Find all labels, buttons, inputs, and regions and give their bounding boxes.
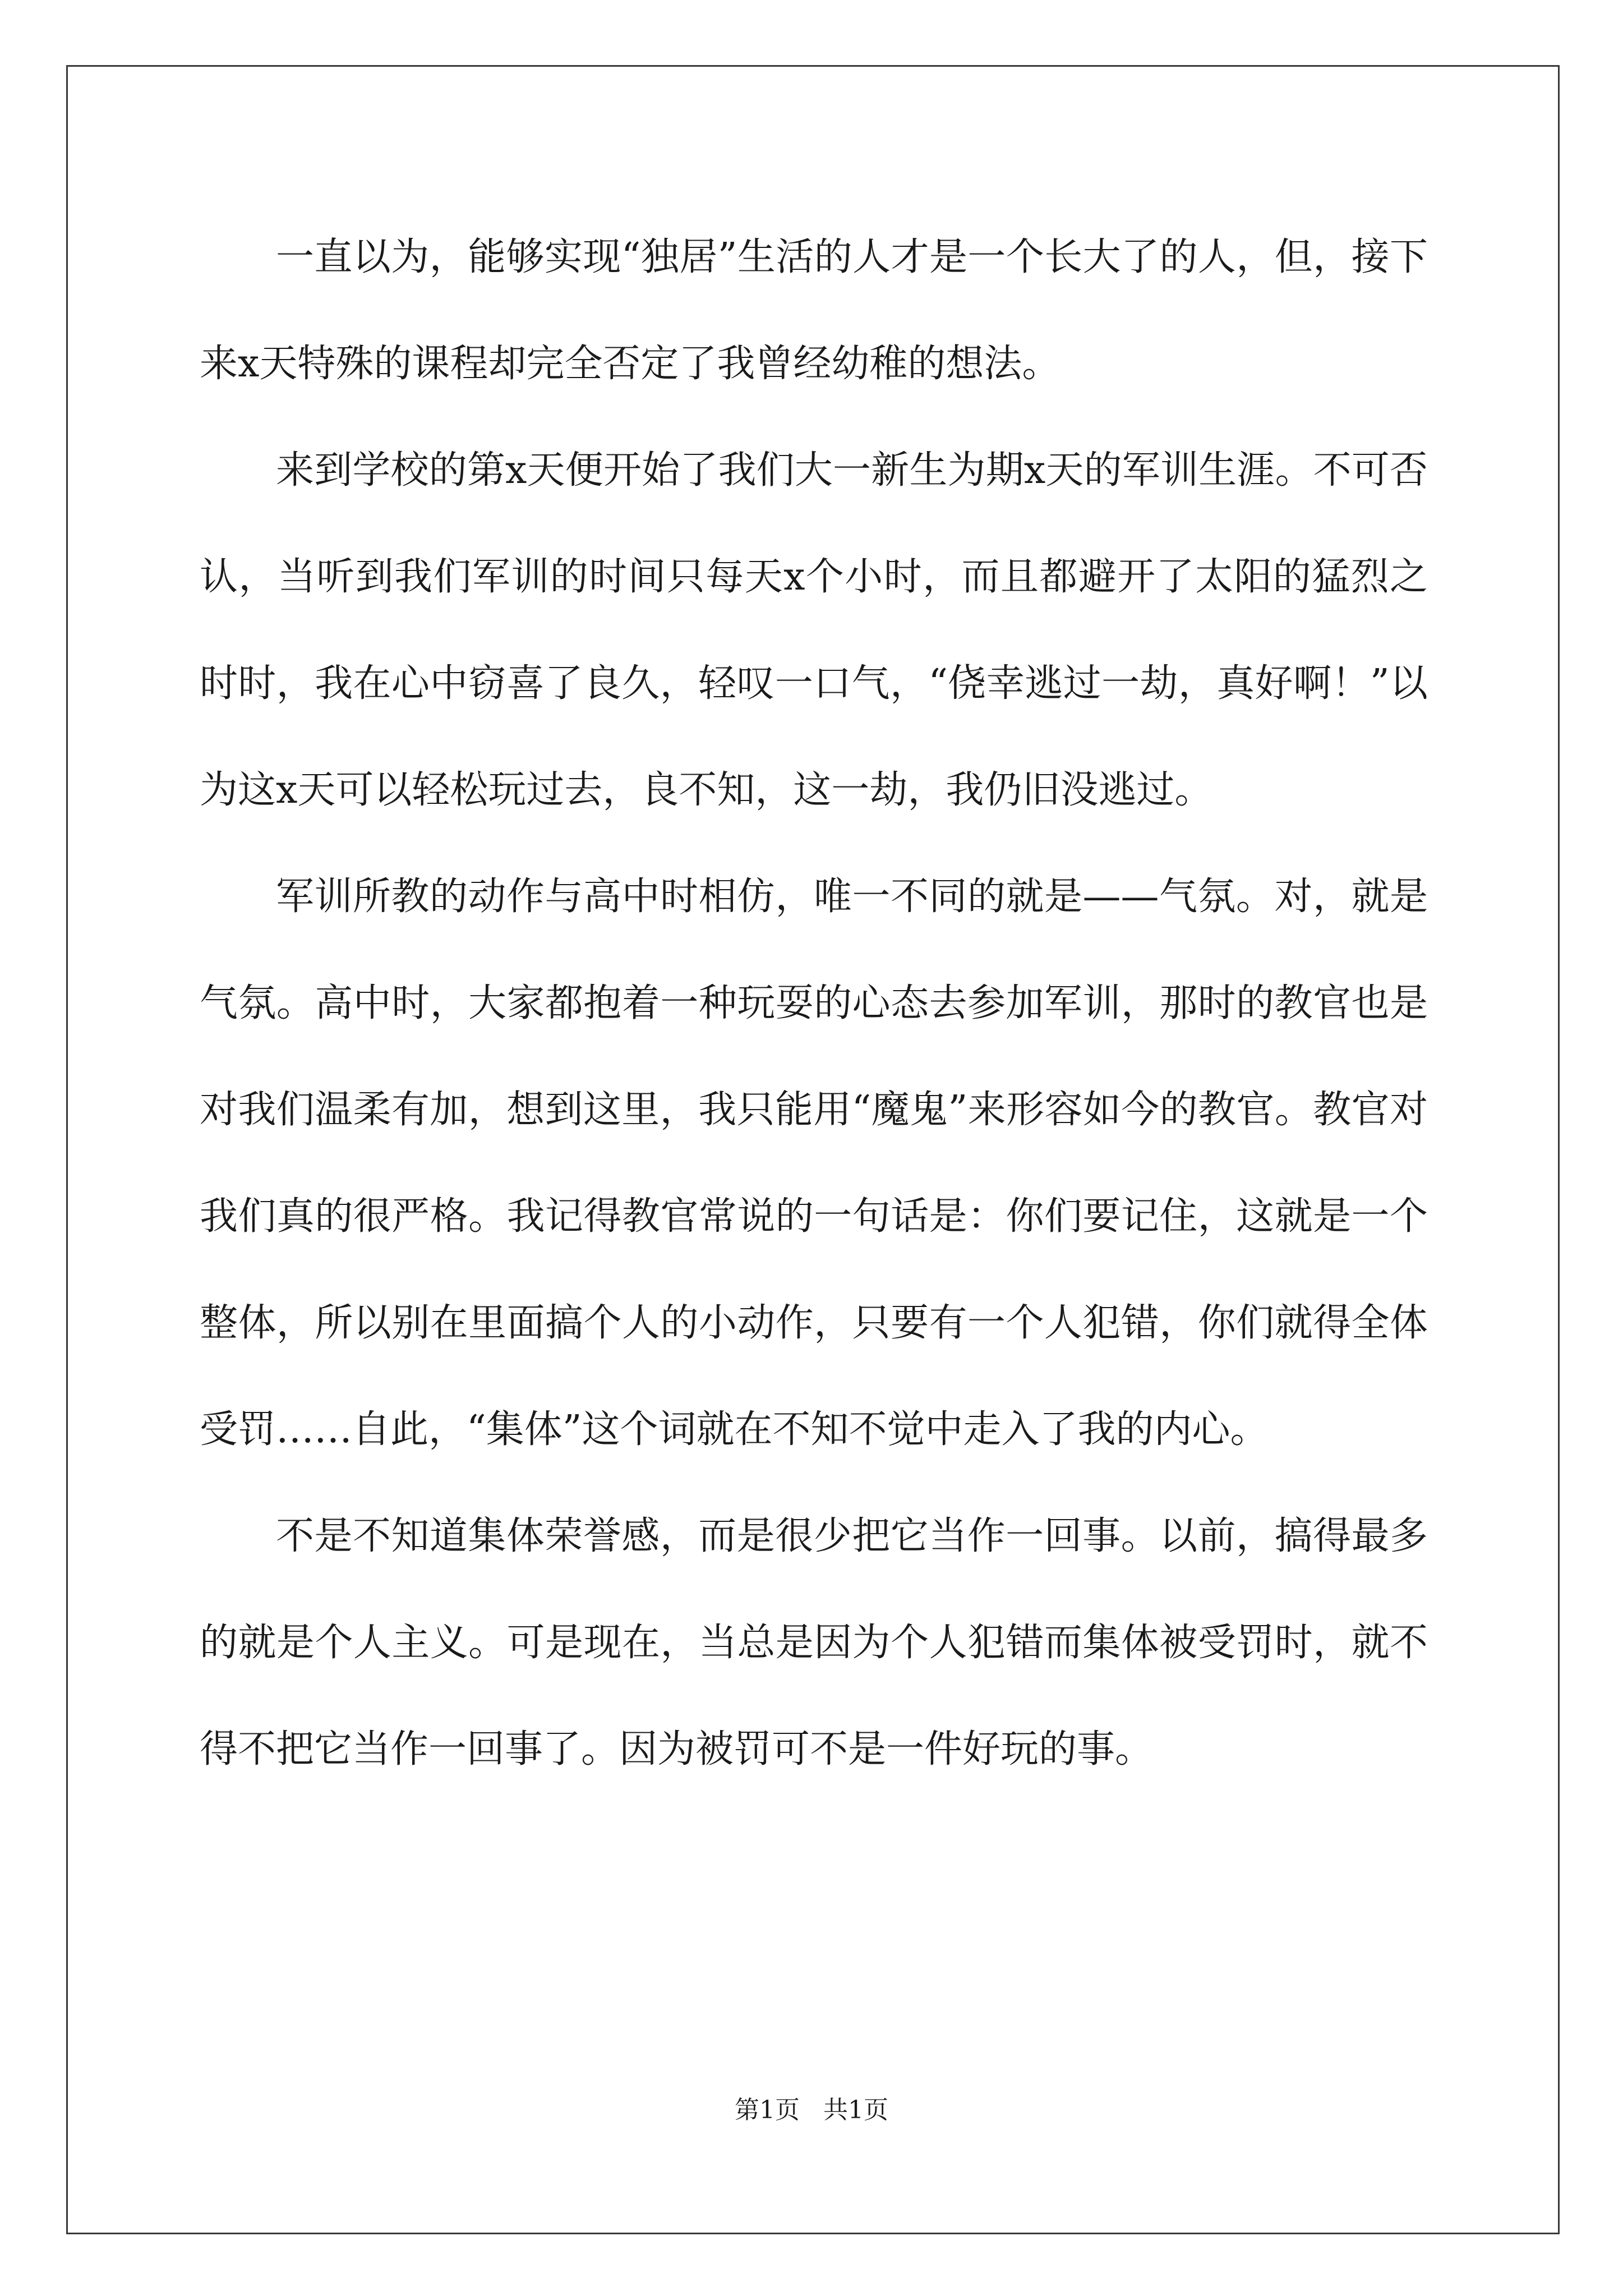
paragraph-1: 一直以为，能够实现“独居”生活的人才是一个长大了的人，但，接下来x天特殊的课程却完全否定了我曾经幼稚的想法。	[200, 235, 1428, 386]
paragraph-3: 军训所教的动作与高中时相仿，唯一不同的就是——气氛。对，就是气氛。高中时，大家都抱着一种玩耍的心态去参加军训，那时的教官也是对我们温柔有加，想到这里，我只能用“魔鬼”来形容如今的教官。教官对我们真的很严格。我记得教官常说的一句话是：你们要记住，这就是一个整体，所以别在里面搞个人的小动作，只要有一个人犯错，你们就得全体受罚……自此，“集体”这个词就在不知不觉中走入了我的内心。	[200, 875, 1428, 1452]
page-footer: 第1页 共1页	[735, 2096, 888, 2124]
document-body	[200, 204, 1428, 1803]
paragraph-4: 不是不知道集体荣誉感，而是很少把它当作一回事。以前，搞得最多的就是个人主义。可是现在，当总是因为个人犯错而集体被受罚时，就不得不把它当作一回事了。因为被罚可不是一件好玩的事。	[200, 1514, 1428, 1772]
paragraph-2: 来到学校的第x天便开始了我们大一新生为期x天的军训生涯。不可否认，当听到我们军训的时间只每天x个小时，而且都避开了太阳的猛烈之时时，我在心中窃喜了良久，轻叹一口气，“侥幸逃过一劫，真好啊！”以为这x天可以轻松玩过去，良不知，这一劫，我仍旧没逃过。	[200, 448, 1428, 812]
